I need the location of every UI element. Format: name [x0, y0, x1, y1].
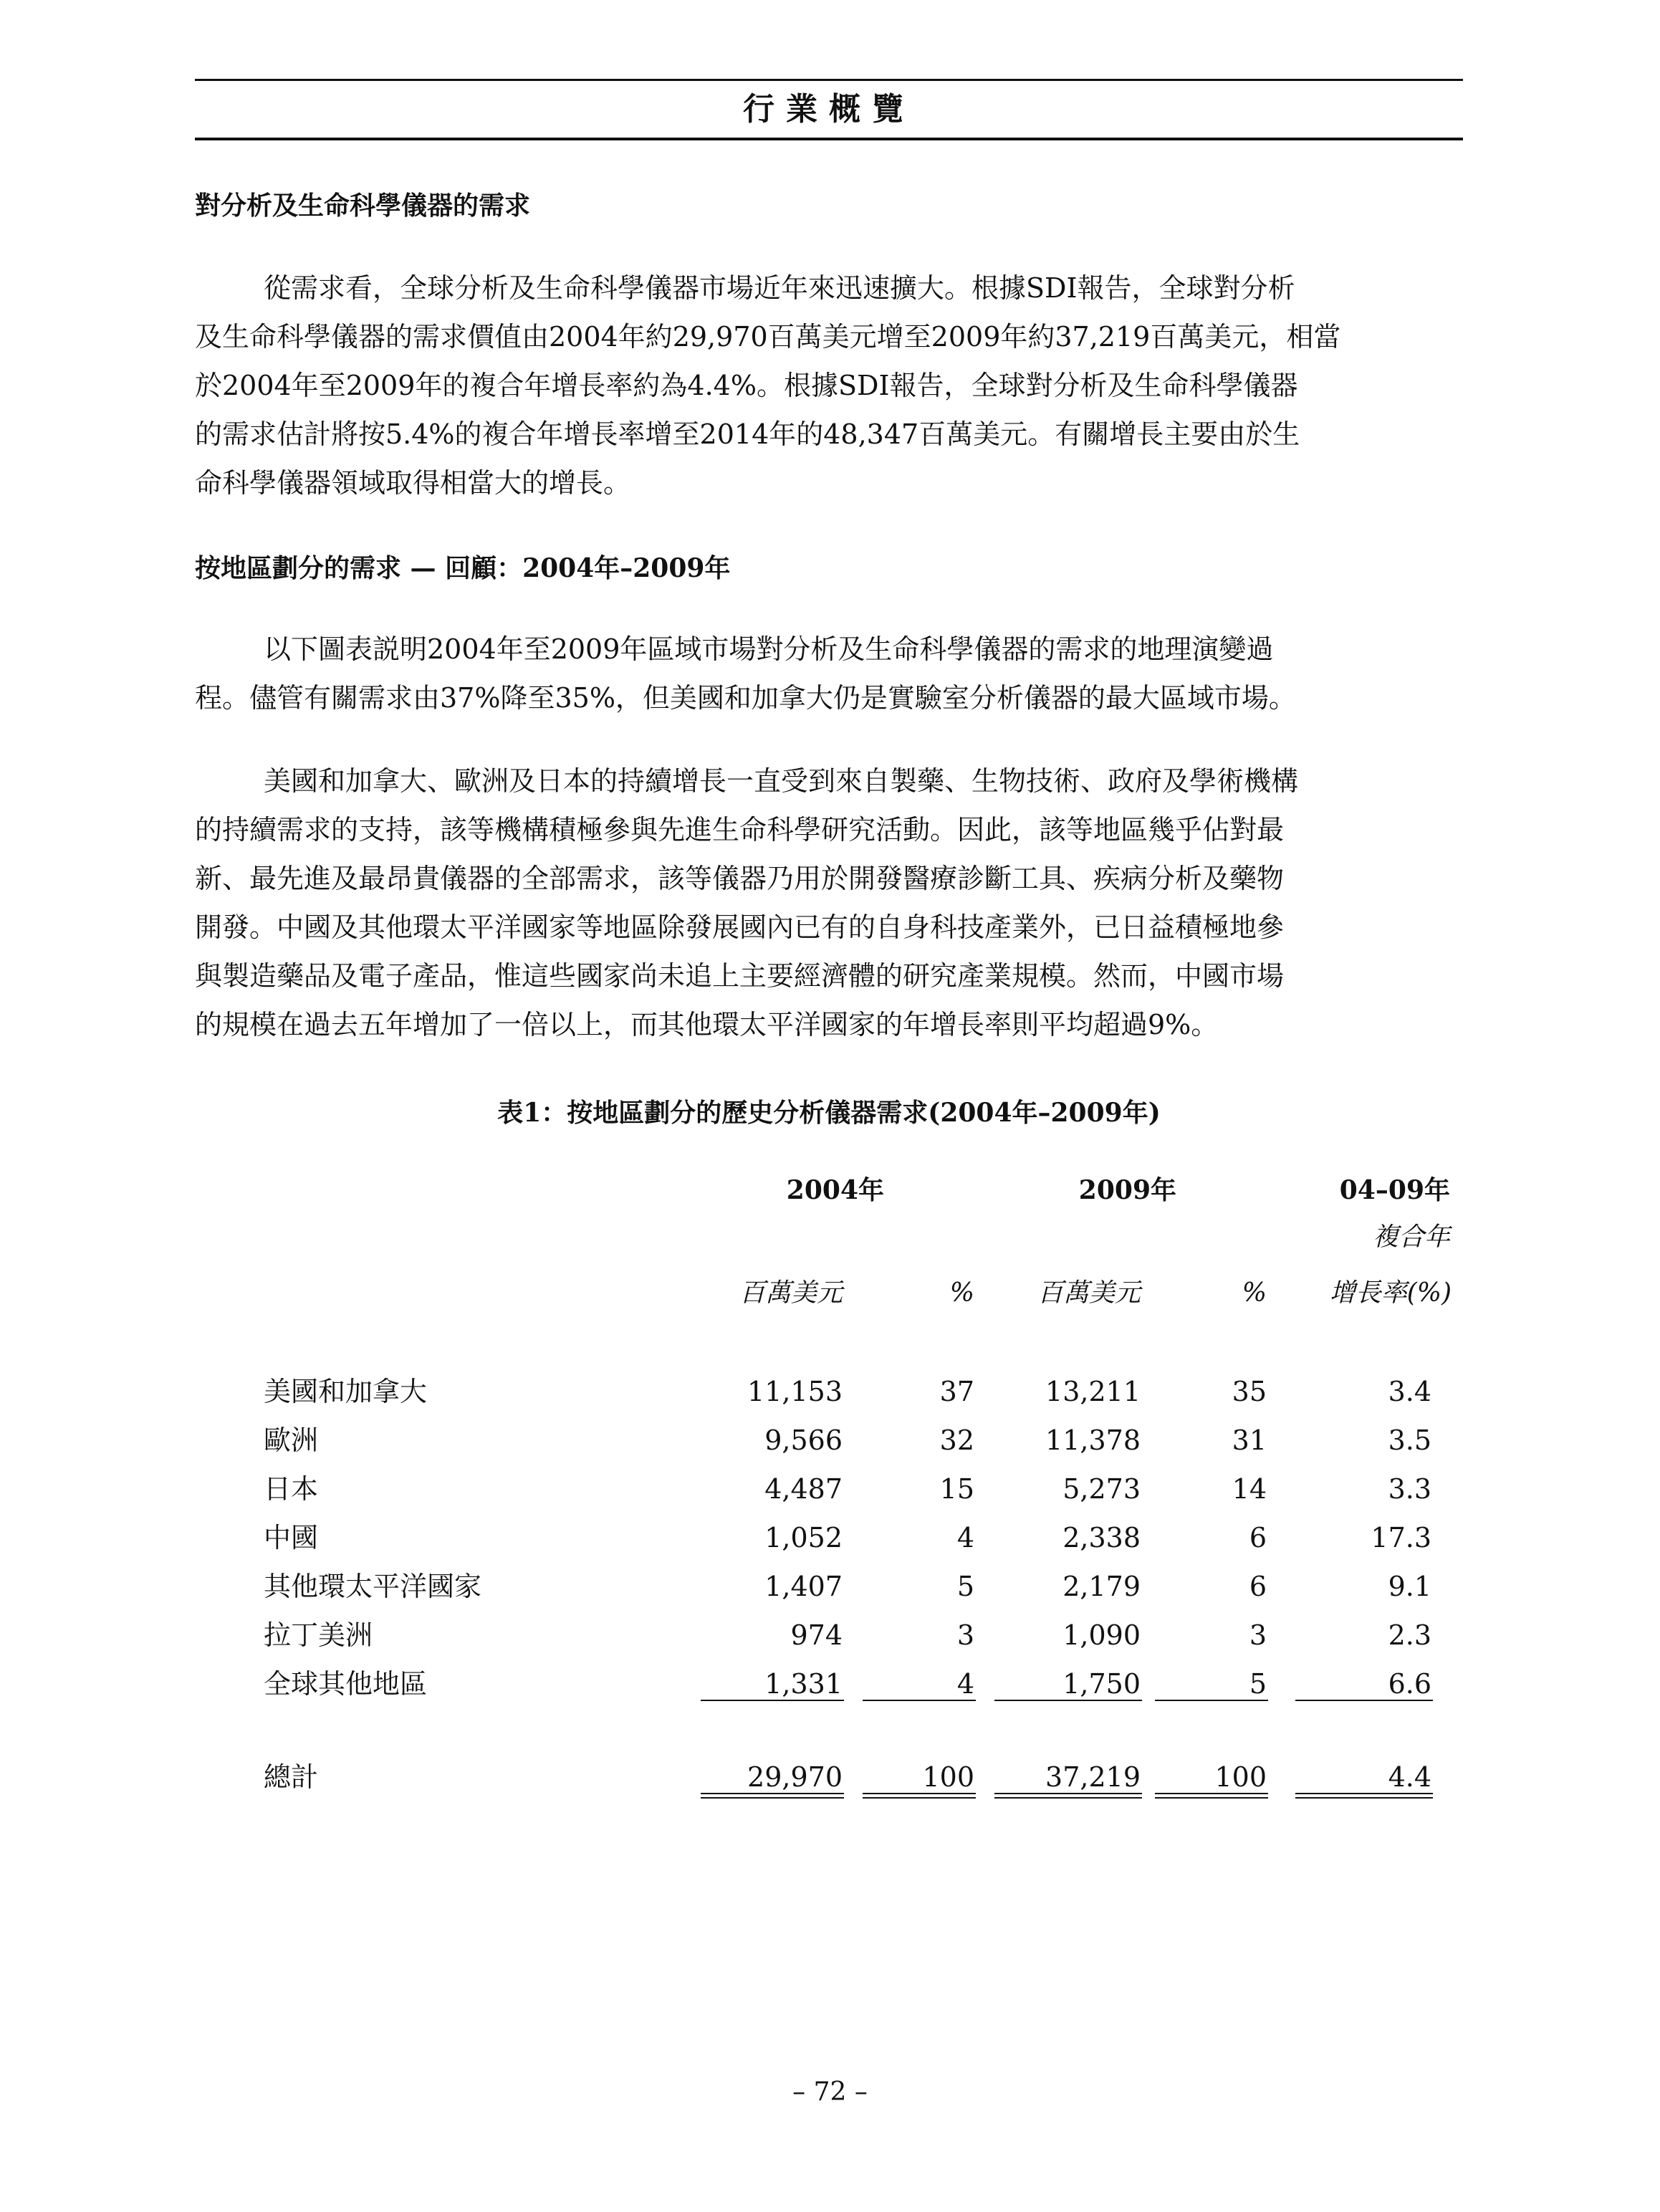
- table-cell-total: 37,219: [1045, 1761, 1141, 1793]
- table-cell: 4: [956, 1668, 974, 1700]
- row-label-europe: 歐洲: [264, 1425, 319, 1456]
- paragraph-demand-overview: [195, 264, 1463, 507]
- table-cell: 5: [956, 1571, 974, 1602]
- table-cell: 5,273: [1062, 1473, 1141, 1505]
- paragraph-line: 從需求看，全球分析及生命科學儀器市場近年來迅速擴大。根據SDI報告，全球對分析: [264, 272, 1295, 304]
- table-cell: 1,052: [764, 1522, 843, 1553]
- row-label-total: 總計: [264, 1761, 319, 1793]
- table-cell-total: 4.4: [1388, 1761, 1431, 1793]
- total-double-rule: [701, 1793, 844, 1799]
- paragraph-line: 的需求估計將按5.4%的複合年增長率增至2014年的48,347百萬美元。有關增長主要由於生: [195, 418, 1300, 450]
- table-cell: 15: [939, 1473, 974, 1505]
- table-cell: 3.4: [1388, 1376, 1431, 1407]
- table-cell: 17.3: [1371, 1522, 1431, 1553]
- table-cell: 35: [1232, 1376, 1267, 1407]
- subtotal-rule: [701, 1700, 844, 1701]
- paragraph-line: 以下圖表説明2004年至2009年區域市場對分析及生命科學儀器的需求的地理演變過: [264, 633, 1274, 665]
- table-cell: 13,211: [1045, 1376, 1141, 1407]
- table-cell: 3: [956, 1619, 974, 1651]
- paragraph-line: 及生命科學儀器的需求價值由2004年約29,970百萬美元增至2009年約37,219百萬美元，相當: [195, 321, 1341, 353]
- subheader-growth-rate: 增長率(%): [1329, 1278, 1452, 1308]
- table-cell: 2,179: [1062, 1571, 1141, 1602]
- table-cell: 1,331: [764, 1668, 843, 1700]
- paragraph-regional-growth: [195, 757, 1463, 1049]
- table-cell: 4: [956, 1522, 974, 1553]
- subtotal-rule: [1155, 1700, 1268, 1701]
- paragraph-regional-evolution: [195, 625, 1463, 722]
- table-cell: 6.6: [1388, 1668, 1431, 1700]
- table-cell: 11,378: [1045, 1425, 1141, 1456]
- header-rule-bottom: [195, 138, 1463, 140]
- table-cell: 1,090: [1062, 1619, 1141, 1651]
- subtotal-rule: [1295, 1700, 1433, 1701]
- table-cell: 37: [939, 1376, 974, 1407]
- total-double-rule: [1155, 1793, 1268, 1799]
- table-cell: 1,407: [764, 1571, 843, 1602]
- paragraph-line: 開發。中國及其他環太平洋國家等地區除發展國內已有的自身科技產業外，已日益積極地參: [195, 911, 1285, 943]
- table-cell: 4,487: [764, 1473, 843, 1505]
- table-cell: 9,566: [764, 1425, 843, 1456]
- table-cell: 6: [1249, 1522, 1267, 1553]
- row-label-us-canada: 美國和加拿大: [264, 1376, 428, 1407]
- total-double-rule: [1295, 1793, 1433, 1799]
- table-cell: 3.5: [1388, 1425, 1431, 1456]
- paragraph-line: 命科學儀器領域取得相當大的增長。: [195, 467, 631, 499]
- paragraph-line: 與製造藥品及電子產品，惟這些國家尚未追上主要經濟體的研究產業規模。然而，中國市場: [195, 960, 1285, 992]
- table-cell: 11,153: [747, 1376, 843, 1407]
- page-header-title: 行業概覽: [743, 91, 915, 128]
- column-header-cagr-label: 複合年: [1372, 1222, 1450, 1252]
- table-cell: 31: [1232, 1425, 1267, 1456]
- row-label-japan: 日本: [264, 1473, 319, 1505]
- subheader-usd-millions-2004: 百萬美元: [739, 1278, 843, 1308]
- paragraph-line: 的規模在過去五年增加了一倍以上，而其他環太平洋國家的年增長率則平均超過9%。: [195, 1009, 1219, 1040]
- table-cell: 2,338: [1062, 1522, 1141, 1553]
- column-header-2009: 2009年: [1078, 1175, 1176, 1205]
- paragraph-line: 的持續需求的支持，該等機構積極參與先進生命科學研究活動。因此，該等地區幾乎佔對最: [195, 814, 1285, 846]
- table-cell: 974: [790, 1619, 843, 1651]
- subtotal-rule: [863, 1700, 976, 1701]
- subheader-percent-2004: %: [949, 1278, 974, 1308]
- paragraph-line: 於2004年至2009年的複合年增長率約為4.4%。根據SDI報告，全球對分析及生命科學儀器: [195, 370, 1298, 401]
- table-cell: 6: [1249, 1571, 1267, 1602]
- column-header-cagr-period: 04–09年: [1339, 1175, 1450, 1205]
- table-cell: 3.3: [1388, 1473, 1431, 1505]
- row-label-china: 中國: [264, 1522, 319, 1553]
- table-caption: 表1：按地區劃分的歷史分析儀器需求(2004年–2009年): [497, 1098, 1161, 1128]
- table-cell: 32: [939, 1425, 974, 1456]
- subtotal-rule: [994, 1700, 1142, 1701]
- row-label-latin-america: 拉丁美洲: [264, 1619, 373, 1651]
- row-label-rest-of-world: 全球其他地區: [264, 1668, 428, 1700]
- section-heading-regional-demand: 按地區劃分的需求 — 回顧：2004年–2009年: [195, 553, 731, 583]
- total-double-rule: [863, 1793, 976, 1799]
- total-double-rule: [994, 1793, 1142, 1799]
- table-cell: 2.3: [1388, 1619, 1431, 1651]
- column-header-2004: 2004年: [786, 1175, 884, 1205]
- paragraph-line: 程。儘管有關需求由37%降至35%，但美國和加拿大仍是實驗室分析儀器的最大區域市場。: [195, 682, 1296, 714]
- table-cell-total: 29,970: [747, 1761, 843, 1793]
- page-number: – 72 –: [792, 2077, 868, 2107]
- table-cell: 9.1: [1388, 1571, 1431, 1602]
- table-cell: 3: [1249, 1619, 1267, 1651]
- table-cell: 14: [1232, 1473, 1267, 1505]
- section-heading-demand: 對分析及生命科學儀器的需求: [195, 191, 531, 221]
- table-cell-total: 100: [1214, 1761, 1267, 1793]
- table-cell: 1,750: [1062, 1668, 1141, 1700]
- table-cell: 5: [1249, 1668, 1267, 1700]
- header-rule-top: [195, 79, 1463, 81]
- paragraph-line: 新、最先進及最昂貴儀器的全部需求，該等儀器乃用於開發醫療診斷工具、疾病分析及藥物: [195, 863, 1285, 894]
- table-cell-total: 100: [922, 1761, 974, 1793]
- subheader-usd-millions-2009: 百萬美元: [1037, 1278, 1141, 1308]
- subheader-percent-2009: %: [1242, 1278, 1267, 1308]
- row-label-other-pacific-rim: 其他環太平洋國家: [264, 1571, 482, 1602]
- paragraph-line: 美國和加拿大、歐洲及日本的持續增長一直受到來自製藥、生物技術、政府及學術機構: [264, 765, 1299, 797]
